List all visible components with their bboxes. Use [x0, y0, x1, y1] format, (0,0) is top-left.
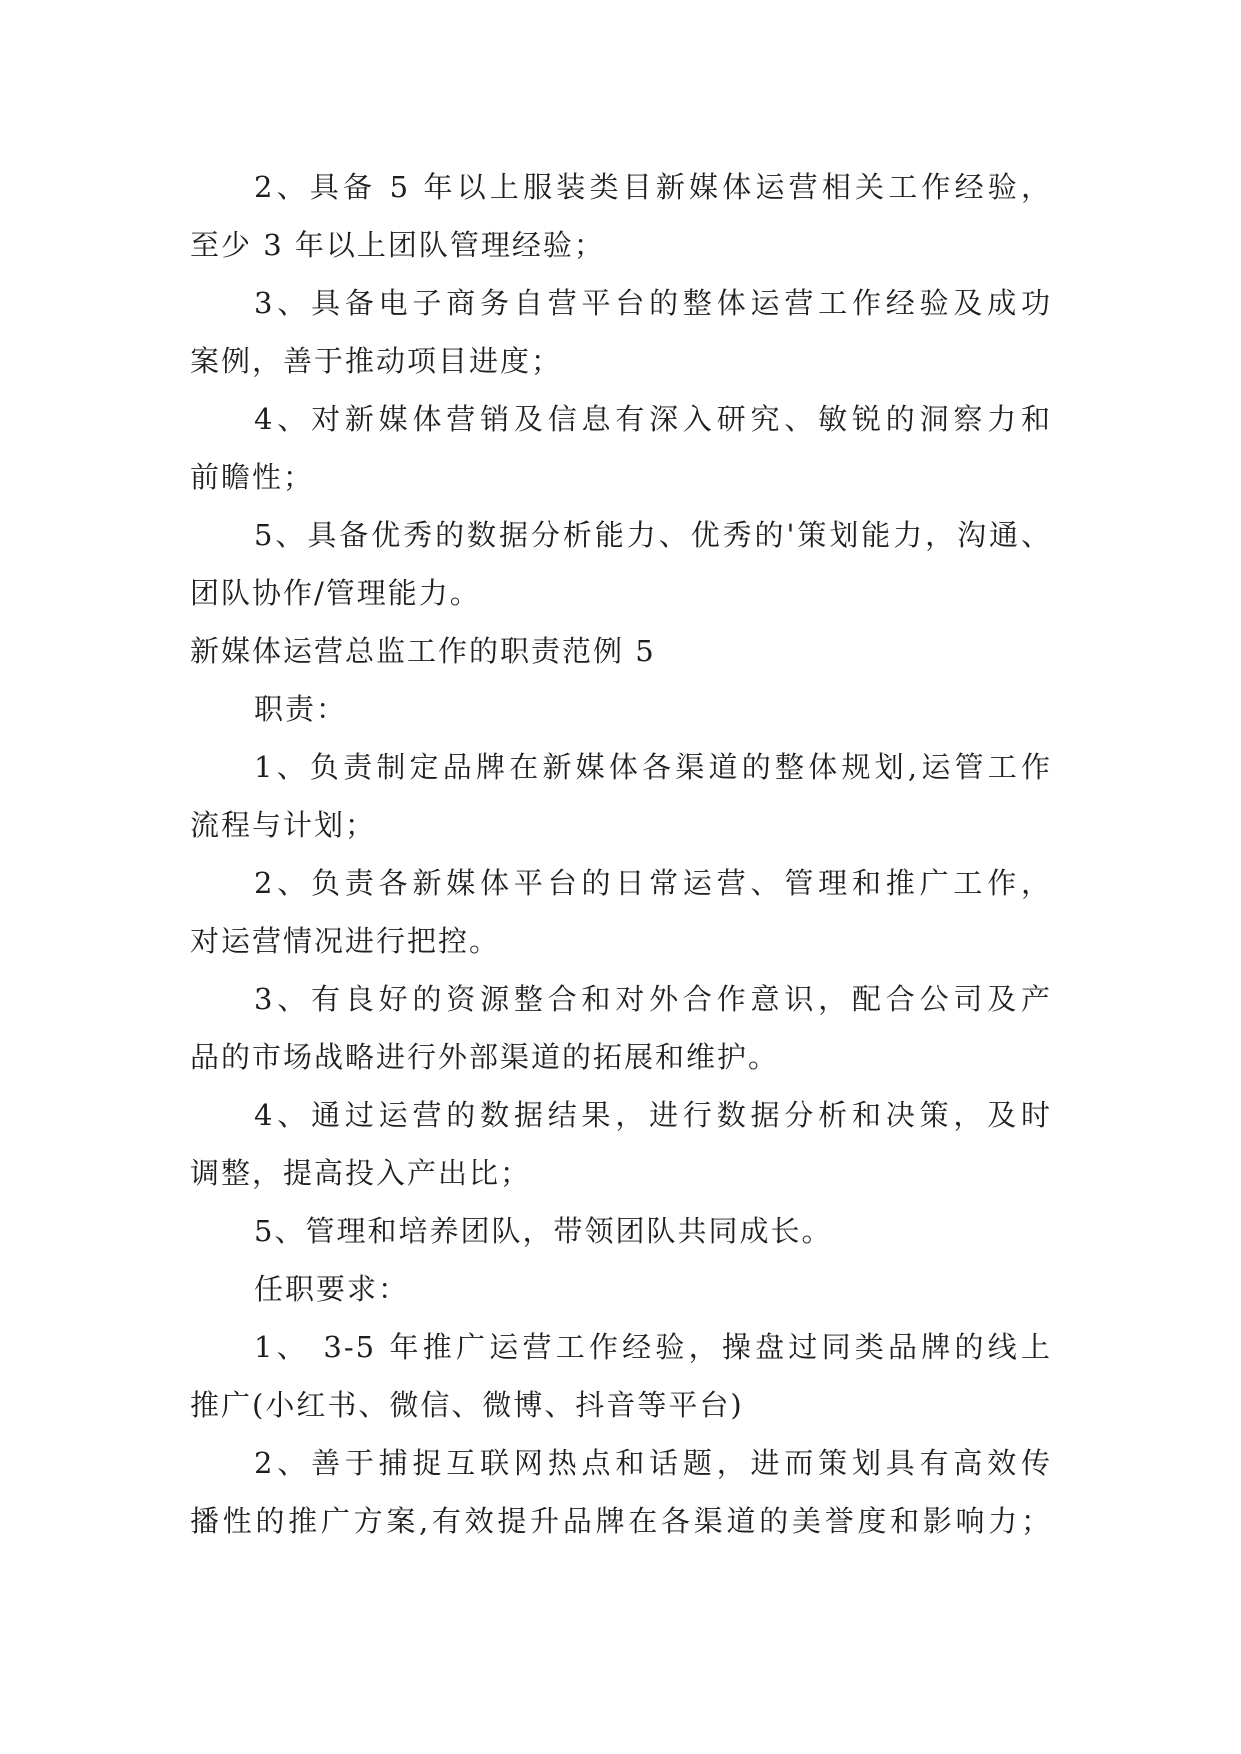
requirements-label-text: 任职要求：: [254, 1272, 410, 1306]
section-heading: [190, 622, 1052, 680]
paragraph-line: 团队协作/管理能力。: [190, 576, 481, 610]
paragraph-line: 对运营情况进行把控。: [190, 924, 501, 958]
paragraph-line: 3、具备电子商务自营平台的整体运营工作经验及成功: [254, 286, 1052, 320]
paragraph: [190, 274, 1052, 390]
paragraph-line: 4、对新媒体营销及信息有深入研究、敏锐的洞察力和: [254, 402, 1052, 436]
paragraph-line: 5、管理和培养团队，带领团队共同成长。: [254, 1214, 833, 1248]
paragraph-line: 播性的推广方案,有效提升品牌在各渠道的美誉度和影响力；: [190, 1504, 1052, 1538]
duties-label-text: 职责：: [254, 692, 348, 726]
duties-label: [190, 680, 1052, 738]
paragraph-line: 2、善于捕捉互联网热点和话题，进而策划具有高效传: [254, 1446, 1052, 1480]
paragraph: [190, 158, 1052, 274]
paragraph: [190, 970, 1052, 1086]
paragraph-line: 2、负责各新媒体平台的日常运营、管理和推广工作，: [254, 866, 1052, 900]
paragraph-line: 案例，善于推动项目进度；: [190, 344, 563, 378]
paragraph: [190, 1086, 1052, 1202]
paragraph-line: 2、具备 5 年以上服装类目新媒体运营相关工作经验，: [254, 170, 1052, 204]
paragraph: [190, 1318, 1052, 1434]
paragraph-line: 至少 3 年以上团队管理经验；: [190, 228, 605, 262]
paragraph: [190, 738, 1052, 854]
paragraph: [190, 506, 1052, 622]
paragraph-line: 3、有良好的资源整合和对外合作意识，配合公司及产: [254, 982, 1052, 1016]
paragraph-line: 流程与计划；: [190, 808, 377, 842]
requirements-label: [190, 1260, 1052, 1318]
paragraph-line: 4、通过运营的数据结果，进行数据分析和决策，及时: [254, 1098, 1052, 1132]
section-heading-text: 新媒体运营总监工作的职责范例 5: [190, 634, 656, 668]
paragraph-line: 1、 3-5 年推广运营工作经验，操盘过同类品牌的线上: [254, 1330, 1052, 1364]
document-body: [190, 158, 1052, 1550]
paragraph-line: 品的市场战略进行外部渠道的拓展和维护。: [190, 1040, 780, 1074]
paragraph-line: 推广(小红书、微信、微博、抖音等平台): [190, 1388, 744, 1422]
paragraph-line: 前瞻性；: [190, 460, 315, 494]
paragraph: [190, 1202, 1052, 1260]
paragraph: [190, 390, 1052, 506]
paragraph-line: 1、负责制定品牌在新媒体各渠道的整体规划,运管工作: [254, 750, 1052, 784]
paragraph: [190, 854, 1052, 970]
paragraph-line: 调整，提高投入产出比；: [190, 1156, 532, 1190]
paragraph-line: 5、具备优秀的数据分析能力、优秀的'策划能力，沟通、: [254, 518, 1052, 552]
paragraph: [190, 1434, 1052, 1550]
